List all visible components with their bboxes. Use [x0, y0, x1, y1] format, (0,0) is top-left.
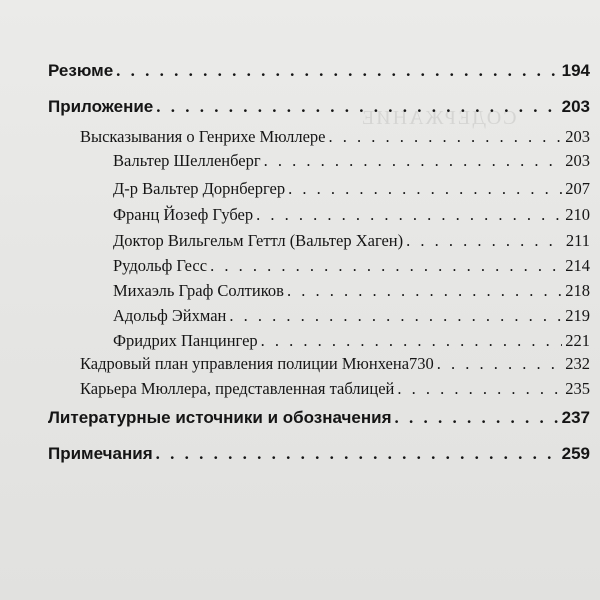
show-through-title: СОДЕРЖАНИЕ: [360, 107, 517, 129]
toc-entry-label: Адольф Эйхман: [113, 306, 227, 325]
toc-page-number: 203: [565, 127, 590, 146]
dot-leader: [229, 306, 562, 326]
toc-entry-label: Франц Йозеф Губер: [113, 205, 254, 224]
toc-entry-soltikow[interactable]: [113, 281, 590, 301]
dot-leader: [210, 256, 562, 276]
toc-entry-label: Примечания: [48, 444, 153, 463]
toc-page-number: 211: [565, 231, 590, 250]
toc-entry-label: Д-р Вальтер Дорнбергер: [113, 179, 286, 198]
toc-entry-summary[interactable]: [48, 61, 590, 81]
toc-entry-label: Приложение: [48, 97, 154, 116]
toc-entry-panzinger[interactable]: [113, 331, 590, 351]
toc-entry-schellenberg[interactable]: [113, 151, 590, 171]
toc-page-number: 207: [565, 179, 590, 198]
toc-entry-huber[interactable]: [113, 205, 590, 225]
toc-page-number: 218: [565, 281, 590, 300]
toc-entry-appendix[interactable]: [48, 97, 590, 117]
toc-page-number: 259: [561, 444, 590, 463]
toc-entry-staff-plan[interactable]: [80, 354, 590, 374]
dot-leader: [437, 354, 562, 374]
toc-page-number: 214: [565, 256, 590, 275]
toc-page-number: 235: [565, 379, 590, 398]
toc-entry-hoettl[interactable]: [113, 231, 590, 251]
toc-entry-label: Фридрих Панцингер: [113, 331, 258, 350]
toc-entry-notes[interactable]: [48, 444, 590, 464]
toc-entry-hess[interactable]: [113, 256, 590, 276]
toc-entry-label: Рудольф Гесс: [113, 256, 208, 275]
dot-leader: [329, 127, 563, 147]
toc-entry-label: Литературные источники и обозначения: [48, 408, 392, 427]
dot-leader: [116, 61, 558, 81]
toc-entry-career-table[interactable]: [80, 379, 590, 399]
toc-entry-eichmann[interactable]: [113, 306, 590, 326]
toc-entry-label: Михаэль Граф Солтиков: [113, 281, 284, 300]
toc-entry-dornberger[interactable]: [113, 179, 590, 199]
dot-leader: [287, 281, 562, 301]
dot-leader: [264, 151, 563, 171]
dot-leader: [261, 331, 563, 351]
toc-entry-label: Карьера Мюллера, представленная таблицей: [80, 379, 395, 398]
toc-page-number: 194: [561, 61, 590, 80]
dot-leader: [156, 444, 559, 464]
toc-entry-label: Высказывания о Генрихе Мюллере: [80, 127, 326, 146]
toc-page-number: 203: [561, 97, 590, 116]
toc-entry-label: Доктор Вильгельм Геттл (Вальтер Хаген): [113, 231, 404, 250]
toc-page-number: 203: [565, 151, 590, 170]
toc-page-number: 237: [561, 408, 590, 427]
toc-page-number: 210: [565, 205, 590, 224]
toc-entry-label: Кадровый план управления полиции Мюнхена730: [80, 354, 434, 373]
toc-entry-label: Резюме: [48, 61, 114, 80]
toc-page-number: 221: [565, 331, 590, 350]
dot-leader: [395, 408, 559, 428]
dot-leader: [406, 231, 563, 251]
dot-leader: [288, 179, 562, 199]
dot-leader: [256, 205, 562, 225]
dot-leader: [397, 379, 562, 399]
dot-leader: [156, 97, 558, 117]
toc-entry-statements[interactable]: [80, 127, 590, 147]
toc-entry-literature[interactable]: [48, 408, 590, 428]
toc-entry-label: Вальтер Шелленберг: [113, 151, 261, 170]
toc-page-number: 232: [565, 354, 590, 373]
toc-page-number: 219: [565, 306, 590, 325]
